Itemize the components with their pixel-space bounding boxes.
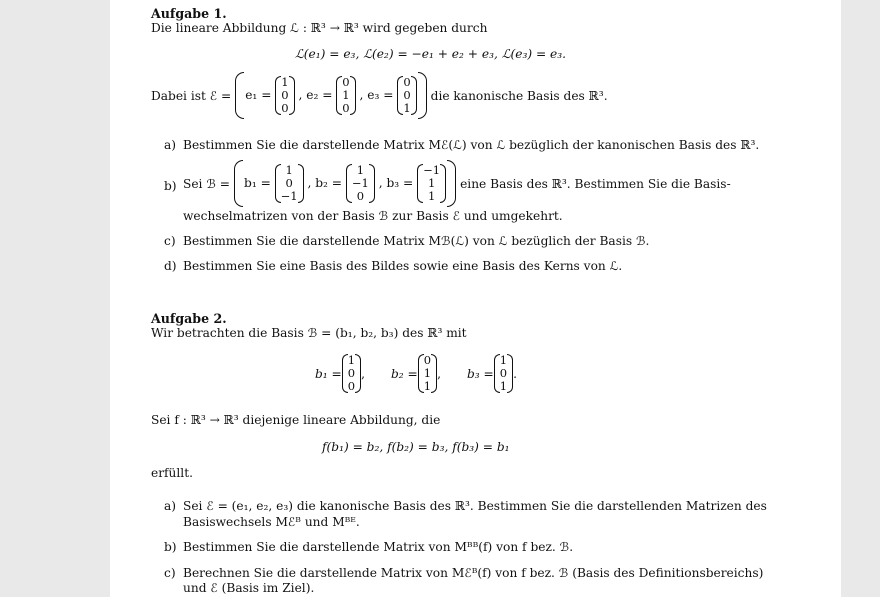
aufgabe1-b-line bbox=[183, 164, 731, 203]
aufgabe1-intro: Die lineare Abbildung ℒ : ℝ³ → ℝ³ wird gegeben durch bbox=[151, 21, 488, 35]
aufgabe1-b-line2: wechselmatrizen von der Basis ℬ zur Basis ℰ und umgekehrt. bbox=[183, 209, 563, 223]
a2-vector-b3: 1 0 1 bbox=[494, 354, 513, 393]
aufgabe2-c-line1: Berechnen Sie die darstellende Matrix von Mℰᴮ(f) von f bez. ℬ (Basis des Definitionsbereichs) bbox=[183, 566, 764, 580]
aufgabe1-b-label: b) bbox=[164, 179, 177, 193]
basis-prefix: Dabei ist ℰ = bbox=[151, 88, 232, 103]
aufgabe1-c-label: c) bbox=[164, 234, 176, 248]
aufgabe1-c-text: Bestimmen Sie die darstellende Matrix Mℬ(ℒ) von ℒ bezüglich der Basis ℬ. bbox=[183, 234, 650, 248]
vector-b3: −1 1 1 bbox=[417, 164, 446, 203]
a2-vector-b1: 1 0 0 bbox=[342, 354, 361, 393]
aufgabe1-d-label: d) bbox=[164, 259, 177, 273]
aufgabe2-intro: Wir betrachten die Basis ℬ = (b₁, b₂, b₃) des ℝ³ mit bbox=[151, 326, 467, 340]
aufgabe1-basis-line bbox=[151, 76, 608, 115]
a2-sep1: , bbox=[361, 366, 365, 381]
basis-e2-label: , e₂ = bbox=[298, 88, 333, 102]
aufgabe1-a-text: Bestimmen Sie die darstellende Matrix Mℰ(ℒ) von ℒ bezüglich der kanonischen Basis des ℝ³. bbox=[183, 138, 760, 152]
aufgabe2-title: Aufgabe 2. bbox=[151, 311, 227, 326]
a2-vector-b2: 0 1 1 bbox=[418, 354, 437, 393]
a2-b3-label: b₃ = bbox=[466, 366, 494, 381]
aufgabe2-a-line1: Sei ℰ = (e₁, e₂, e₃) die kanonische Basis des ℝ³. Bestimmen Sie die darstellenden Matrizen des bbox=[183, 499, 767, 513]
vector-e2: 0 1 0 bbox=[336, 76, 355, 115]
aufgabe1-d-text: Bestimmen Sie eine Basis des Bildes sowie eine Basis des Kerns von ℒ. bbox=[183, 259, 623, 273]
aufgabe2-c-label: c) bbox=[164, 566, 176, 580]
basis-e1-label: e₁ = bbox=[245, 88, 272, 102]
a2-sep3: . bbox=[513, 366, 517, 381]
basis-suffix: die kanonische Basis des ℝ³. bbox=[430, 88, 608, 103]
a2-b2-label: b₂ = bbox=[390, 366, 418, 381]
aufgabe2-a-line2: Basiswechsels Mℰᴮ und Mᴮᴱ. bbox=[183, 515, 360, 529]
a2-b1-label: b₁ = bbox=[315, 366, 342, 381]
aufgabe2-b-text: Bestimmen Sie die darstellende Matrix von Mᴮᴮ(f) von f bez. ℬ. bbox=[183, 540, 574, 554]
vector-e1: 1 0 0 bbox=[275, 76, 294, 115]
vector-b1: 1 0 −1 bbox=[275, 164, 304, 203]
aufgabe2-f-intro: Sei f : ℝ³ → ℝ³ diejenige lineare Abbildung, die bbox=[151, 413, 441, 427]
document-page bbox=[110, 0, 841, 597]
basis-tuple bbox=[235, 76, 426, 115]
aufgabe2-c-line2: und ℰ (Basis im Ziel). bbox=[183, 581, 315, 595]
aufgabe2-b-label: b) bbox=[164, 540, 177, 554]
b-basis-tuple bbox=[234, 164, 456, 203]
aufgabe1-formula: ℒ(e₁) = e₃, ℒ(e₂) = −e₁ + e₂ + e₃, ℒ(e₃) = e₃. bbox=[295, 47, 567, 61]
b3-label: , b₃ = bbox=[378, 176, 414, 190]
a2-sep2: , bbox=[437, 366, 441, 381]
vector-e3: 0 0 1 bbox=[397, 76, 416, 115]
b2-label: , b₂ = bbox=[307, 176, 343, 190]
aufgabe2-erfuellt: erfüllt. bbox=[151, 466, 193, 480]
b1-label: b₁ = bbox=[244, 176, 271, 190]
b-suffix: eine Basis des ℝ³. Bestimmen Sie die Basis- bbox=[460, 176, 731, 191]
aufgabe1-title: Aufgabe 1. bbox=[151, 6, 227, 21]
aufgabe1-a-label: a) bbox=[164, 138, 177, 152]
vector-b2: 1 −1 0 bbox=[346, 164, 375, 203]
b-prefix: Sei ℬ = bbox=[183, 176, 231, 191]
aufgabe2-a-label: a) bbox=[164, 499, 177, 513]
aufgabe2-vectors-row bbox=[315, 354, 517, 393]
basis-e3-label: , e₃ = bbox=[359, 88, 394, 102]
aufgabe2-f-formula: f(b₁) = b₂, f(b₂) = b₃, f(b₃) = b₁ bbox=[322, 440, 510, 454]
